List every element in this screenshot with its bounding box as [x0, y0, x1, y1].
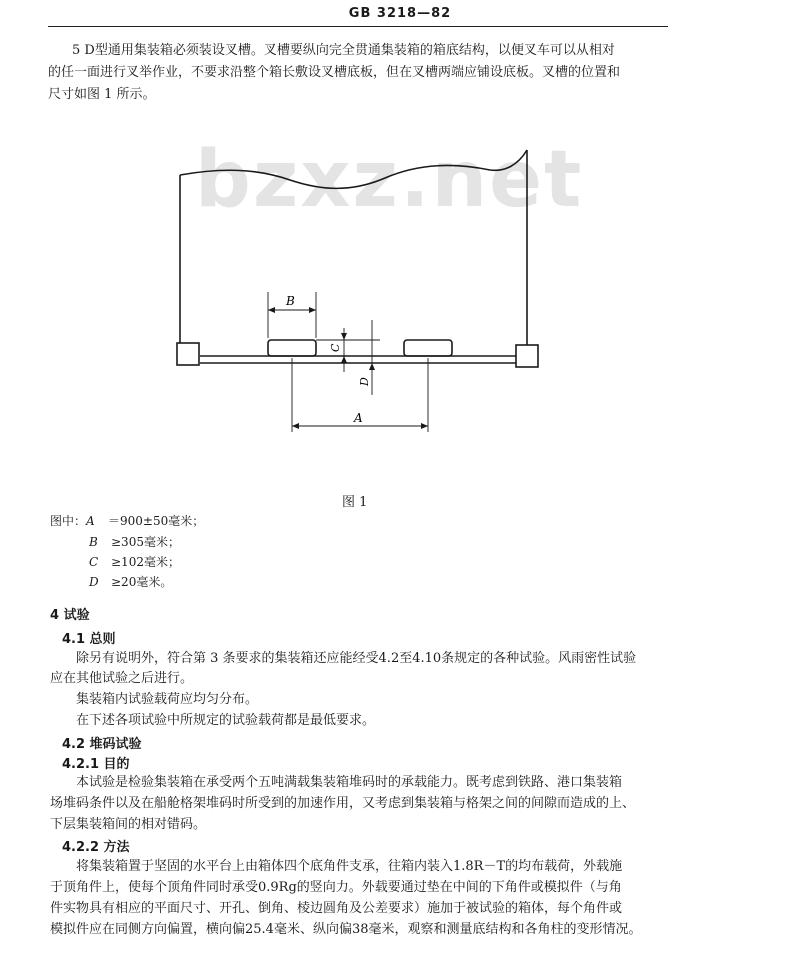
- legend-text: ≥20毫米。: [111, 575, 173, 589]
- section-4-1-line-4: 在下述各项试验中所规定的试验载荷都是最低要求。: [76, 713, 376, 728]
- legend-text: ≥102毫米；: [111, 555, 180, 569]
- section-4-2-2-line-4: 模拟件应在同侧方向偏置，横向偏25.4毫米、纵向偏38毫米，观察和测量底结构和各角柱的变形情况。: [50, 922, 642, 937]
- right-corner-fitting: [516, 345, 538, 367]
- section-4-2-heading: 4.2 堆码试验: [62, 737, 142, 752]
- left-corner-fitting: [177, 343, 199, 365]
- section-4-2-1-line-3: 下层集装箱间的相对错码。: [50, 817, 207, 832]
- legend-row-c: [89, 553, 180, 570]
- section-4-heading: 4 试验: [50, 608, 90, 623]
- label-d: D: [358, 377, 371, 386]
- section-4-2-2-heading: 4.2.2 方法: [62, 840, 130, 855]
- legend-row-b: [89, 533, 180, 550]
- section-4-2-1-heading: 4.2.1 目的: [62, 757, 130, 772]
- legend-text: ＝900±50毫米；: [108, 514, 205, 528]
- section-4-1-line-1: 除另有说明外，符合第 3 条要求的集装箱还应能经受4.2至4.10条规定的各种试验。风雨密性试验: [76, 651, 637, 666]
- section-4-1-line-3: 集装箱内试验载荷应均匀分布。: [76, 692, 259, 707]
- legend-row-a: [50, 512, 204, 529]
- fork-pocket-right: [404, 340, 452, 356]
- section-4-2-1-line-1: 本试验是检验集装箱在承受两个五吨满载集装箱堆码时的承载能力。既考虑到铁路、港口集装箱: [76, 775, 623, 790]
- fork-pocket-left: [268, 340, 316, 356]
- legend-sym: D: [89, 575, 99, 589]
- intro-line-1: 5 D型通用集装箱必须装设叉槽。叉槽要纵向完全贯通集装箱的箱底结构，以便叉车可以从相对: [72, 43, 615, 58]
- break-line: [180, 150, 527, 188]
- legend-row-d: [89, 573, 172, 590]
- legend-sym: B: [89, 535, 98, 549]
- section-4-1-heading: 4.1 总则: [62, 632, 116, 647]
- intro-line-3: 尺寸如图 1 所示。: [48, 87, 156, 102]
- section-4-2-1-line-2: 场堆码条件以及在船舱格架堆码时所受到的加速作用，又考虑到集装箱与格架之间的间隙而造成的上、: [50, 796, 636, 811]
- legend-sym: A: [86, 514, 95, 528]
- section-4-2-2-line-3: 件实物具有相应的平面尺寸、开孔、倒角、棱边圆角及公差要求）施加于被试验的箱体，每个角件或: [50, 901, 623, 916]
- label-a: A: [354, 411, 363, 425]
- standard-code-header: GB 3218—82: [348, 6, 452, 21]
- section-4-2-2-line-1: 将集装箱置于坚固的水平台上由箱体四个底角件支承，往箱内装入1.8R－T的均布载荷，外载施: [76, 859, 623, 874]
- section-4-2-2-line-2: 于顶角件上，使每个顶角件同时承受0.9Rg的竖向力。外载要通过垫在中间的下角件或模拟件（与角: [50, 880, 622, 895]
- watermark: bzxz.net: [195, 135, 584, 225]
- legend-prefix: 图中：: [50, 514, 87, 528]
- legend-sym: C: [89, 555, 99, 569]
- legend-text: ≥305毫米；: [111, 535, 180, 549]
- section-4-1-line-2: 应在其他试验之后进行。: [50, 671, 194, 686]
- label-b: B: [286, 294, 295, 308]
- label-c: C: [329, 343, 342, 352]
- figure-caption: 图 1: [342, 495, 368, 510]
- intro-line-2: 的任一面进行叉举作业，不要求沿整个箱长敷设叉槽底板，但在叉槽两端应铺设底板。叉槽的位置和: [48, 65, 621, 80]
